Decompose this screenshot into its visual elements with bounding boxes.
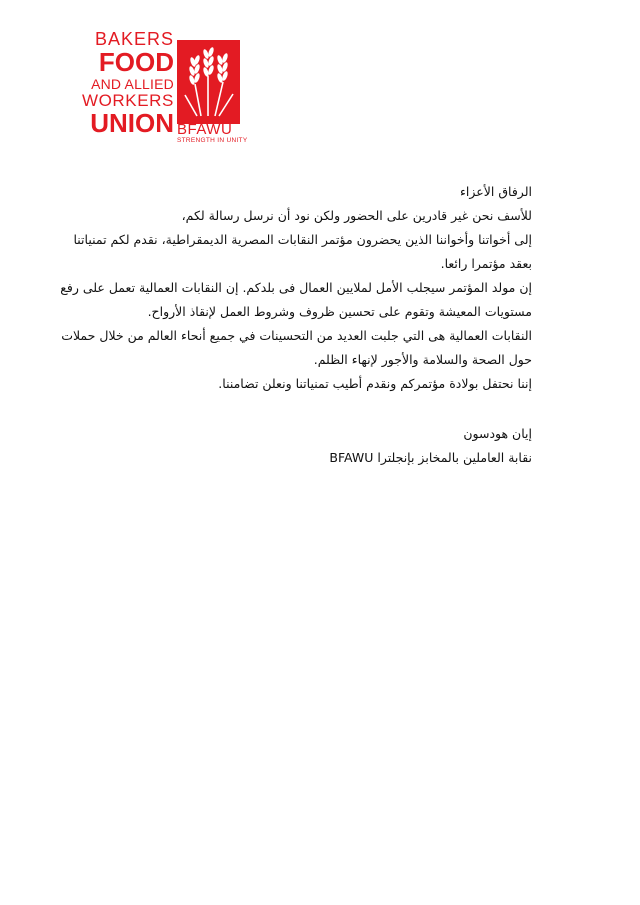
letter-body: [60, 180, 532, 470]
signature-organization: نقابة العاملين بالمخابز بإنجلترا BFAWU: [329, 450, 532, 465]
letter-greeting: الرفاق الأعزاء: [460, 184, 532, 199]
letter-line: إن مولد المؤتمر سيجلب الأمل لملايين العمال فى بلدكم. إن النقابات العمالية تعمل على رفع: [60, 280, 532, 295]
logo-line-and-allied: AND ALLIED: [91, 76, 174, 92]
letter-line: مستويات المعيشة وتقوم على تحسين ظروف وشروط العمل لإنقاذ الأرواح.: [147, 304, 532, 319]
letter-line: حول الصحة والسلامة والأجور لإنهاء الظلم.: [313, 352, 532, 367]
letter-line: بعقد مؤتمرا رائعا.: [440, 256, 532, 271]
wheat-emblem-icon: [177, 40, 240, 124]
logo-tagline: STRENGTH IN UNITY: [177, 137, 248, 144]
bfawu-logo: [74, 29, 284, 144]
logo-line-food: FOOD: [98, 47, 174, 77]
logo-line-union: UNION: [90, 108, 174, 138]
logo-wordmark: [74, 30, 174, 136]
logo-brand: [177, 122, 247, 145]
letter-line: النقابات العمالية هى التي جلبت العديد من التحسينات في جميع أنحاء العالم من خلال حملات: [61, 328, 532, 343]
logo-brand-name: BFAWU: [177, 121, 233, 138]
logo-line-bakers: BAKERS: [94, 29, 174, 49]
letter-line: إلى أخواتنا وأخواننا الذين يحضرون مؤتمر النقابات المصرية الديمقراطية، نقدم لكم تمنياتنا: [73, 232, 532, 247]
logo-line-workers: WORKERS: [81, 91, 174, 110]
letter-line: إننا نحتفل بولادة مؤتمركم ونقدم أطيب تمنياتنا ونعلن تضامننا.: [218, 376, 532, 391]
letter-line: للأسف نحن غير قادرين على الحضور ولكن نود أن نرسل رسالة لكم،: [181, 208, 532, 223]
signature-name: إيان هودسون: [463, 426, 532, 441]
